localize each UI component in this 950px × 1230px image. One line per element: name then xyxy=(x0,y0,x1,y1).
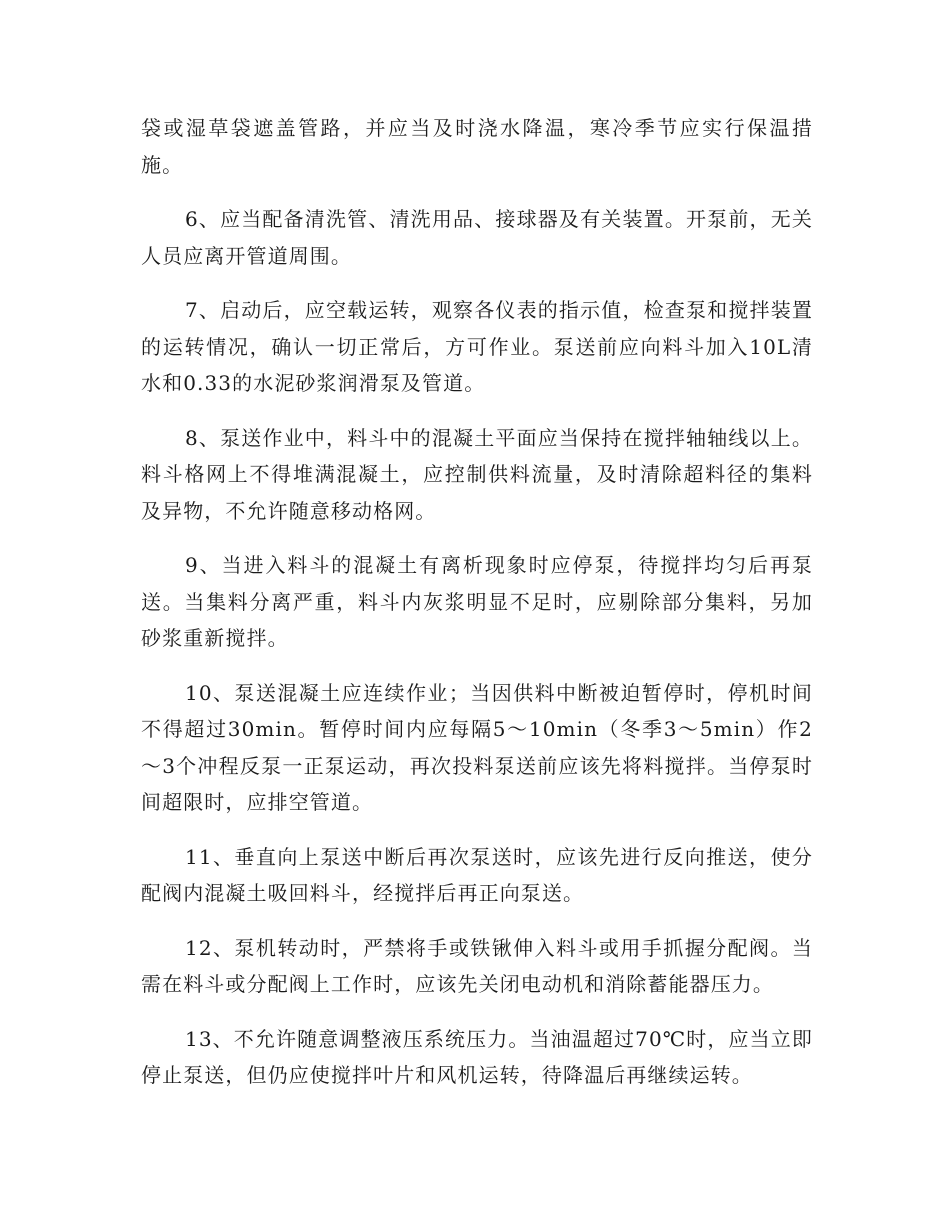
paragraph-continuation: 袋或湿草袋遮盖管路，并应当及时浇水降温，寒冷季节应实行保温措施。 xyxy=(141,116,813,177)
paragraph-item-9: 9、当进入料斗的混凝土有离析现象时应停泵，待搅拌均匀后再泵送。当集料分离严重，料斗内灰浆明显不足时，应剔除部分集料，另加砂浆重新搅拌。 xyxy=(141,553,813,650)
paragraph-item-11: 11、垂直向上泵送中断后再次泵送时，应该先进行反向推送，使分配阀内混凝土吸回料斗，经搅拌后再正向泵送。 xyxy=(141,844,813,905)
paragraph-item-6: 6、应当配备清洗管、清洗用品、接球器及有关装置。开泵前，无关人员应离开管道周围。 xyxy=(141,207,813,268)
paragraph-item-7: 7、启动后，应空载运转，观察各仪表的指示值，检查泵和搅拌装置的运转情况，确认一切正常后，方可作业。泵送前应向料斗加入10L清水和0.33的水泥砂浆润滑泵及管道。 xyxy=(141,298,813,395)
paragraph-item-12: 12、泵机转动时，严禁将手或铁锹伸入料斗或用手抓握分配阀。当需在料斗或分配阀上工作时，应该先关闭电动机和消除蓄能器压力。 xyxy=(141,935,813,996)
paragraph-item-8: 8、泵送作业中，料斗中的混凝土平面应当保持在搅拌轴轴线以上。料斗格网上不得堆满混凝土，应控制供料流量，及时清除超料径的集料及异物，不允许随意移动格网。 xyxy=(141,425,813,523)
paragraph-item-13: 13、不允许随意调整液压系统压力。当油温超过70℃时，应当立即停止泵送，但仍应使搅拌叶片和风机运转，待降温后再继续运转。 xyxy=(141,1026,813,1087)
paragraph-item-10: 10、泵送混凝土应连续作业；当因供料中断被迫暂停时，停机时间不得超过30min。暂停时间内应每隔5～10min（冬季3～5min）作2～3个冲程反泵一正泵运动，再次投料泵送前应该先将料搅拌。当停泵时间超限时，应排空管道。 xyxy=(141,680,813,814)
document-body xyxy=(141,110,813,1112)
